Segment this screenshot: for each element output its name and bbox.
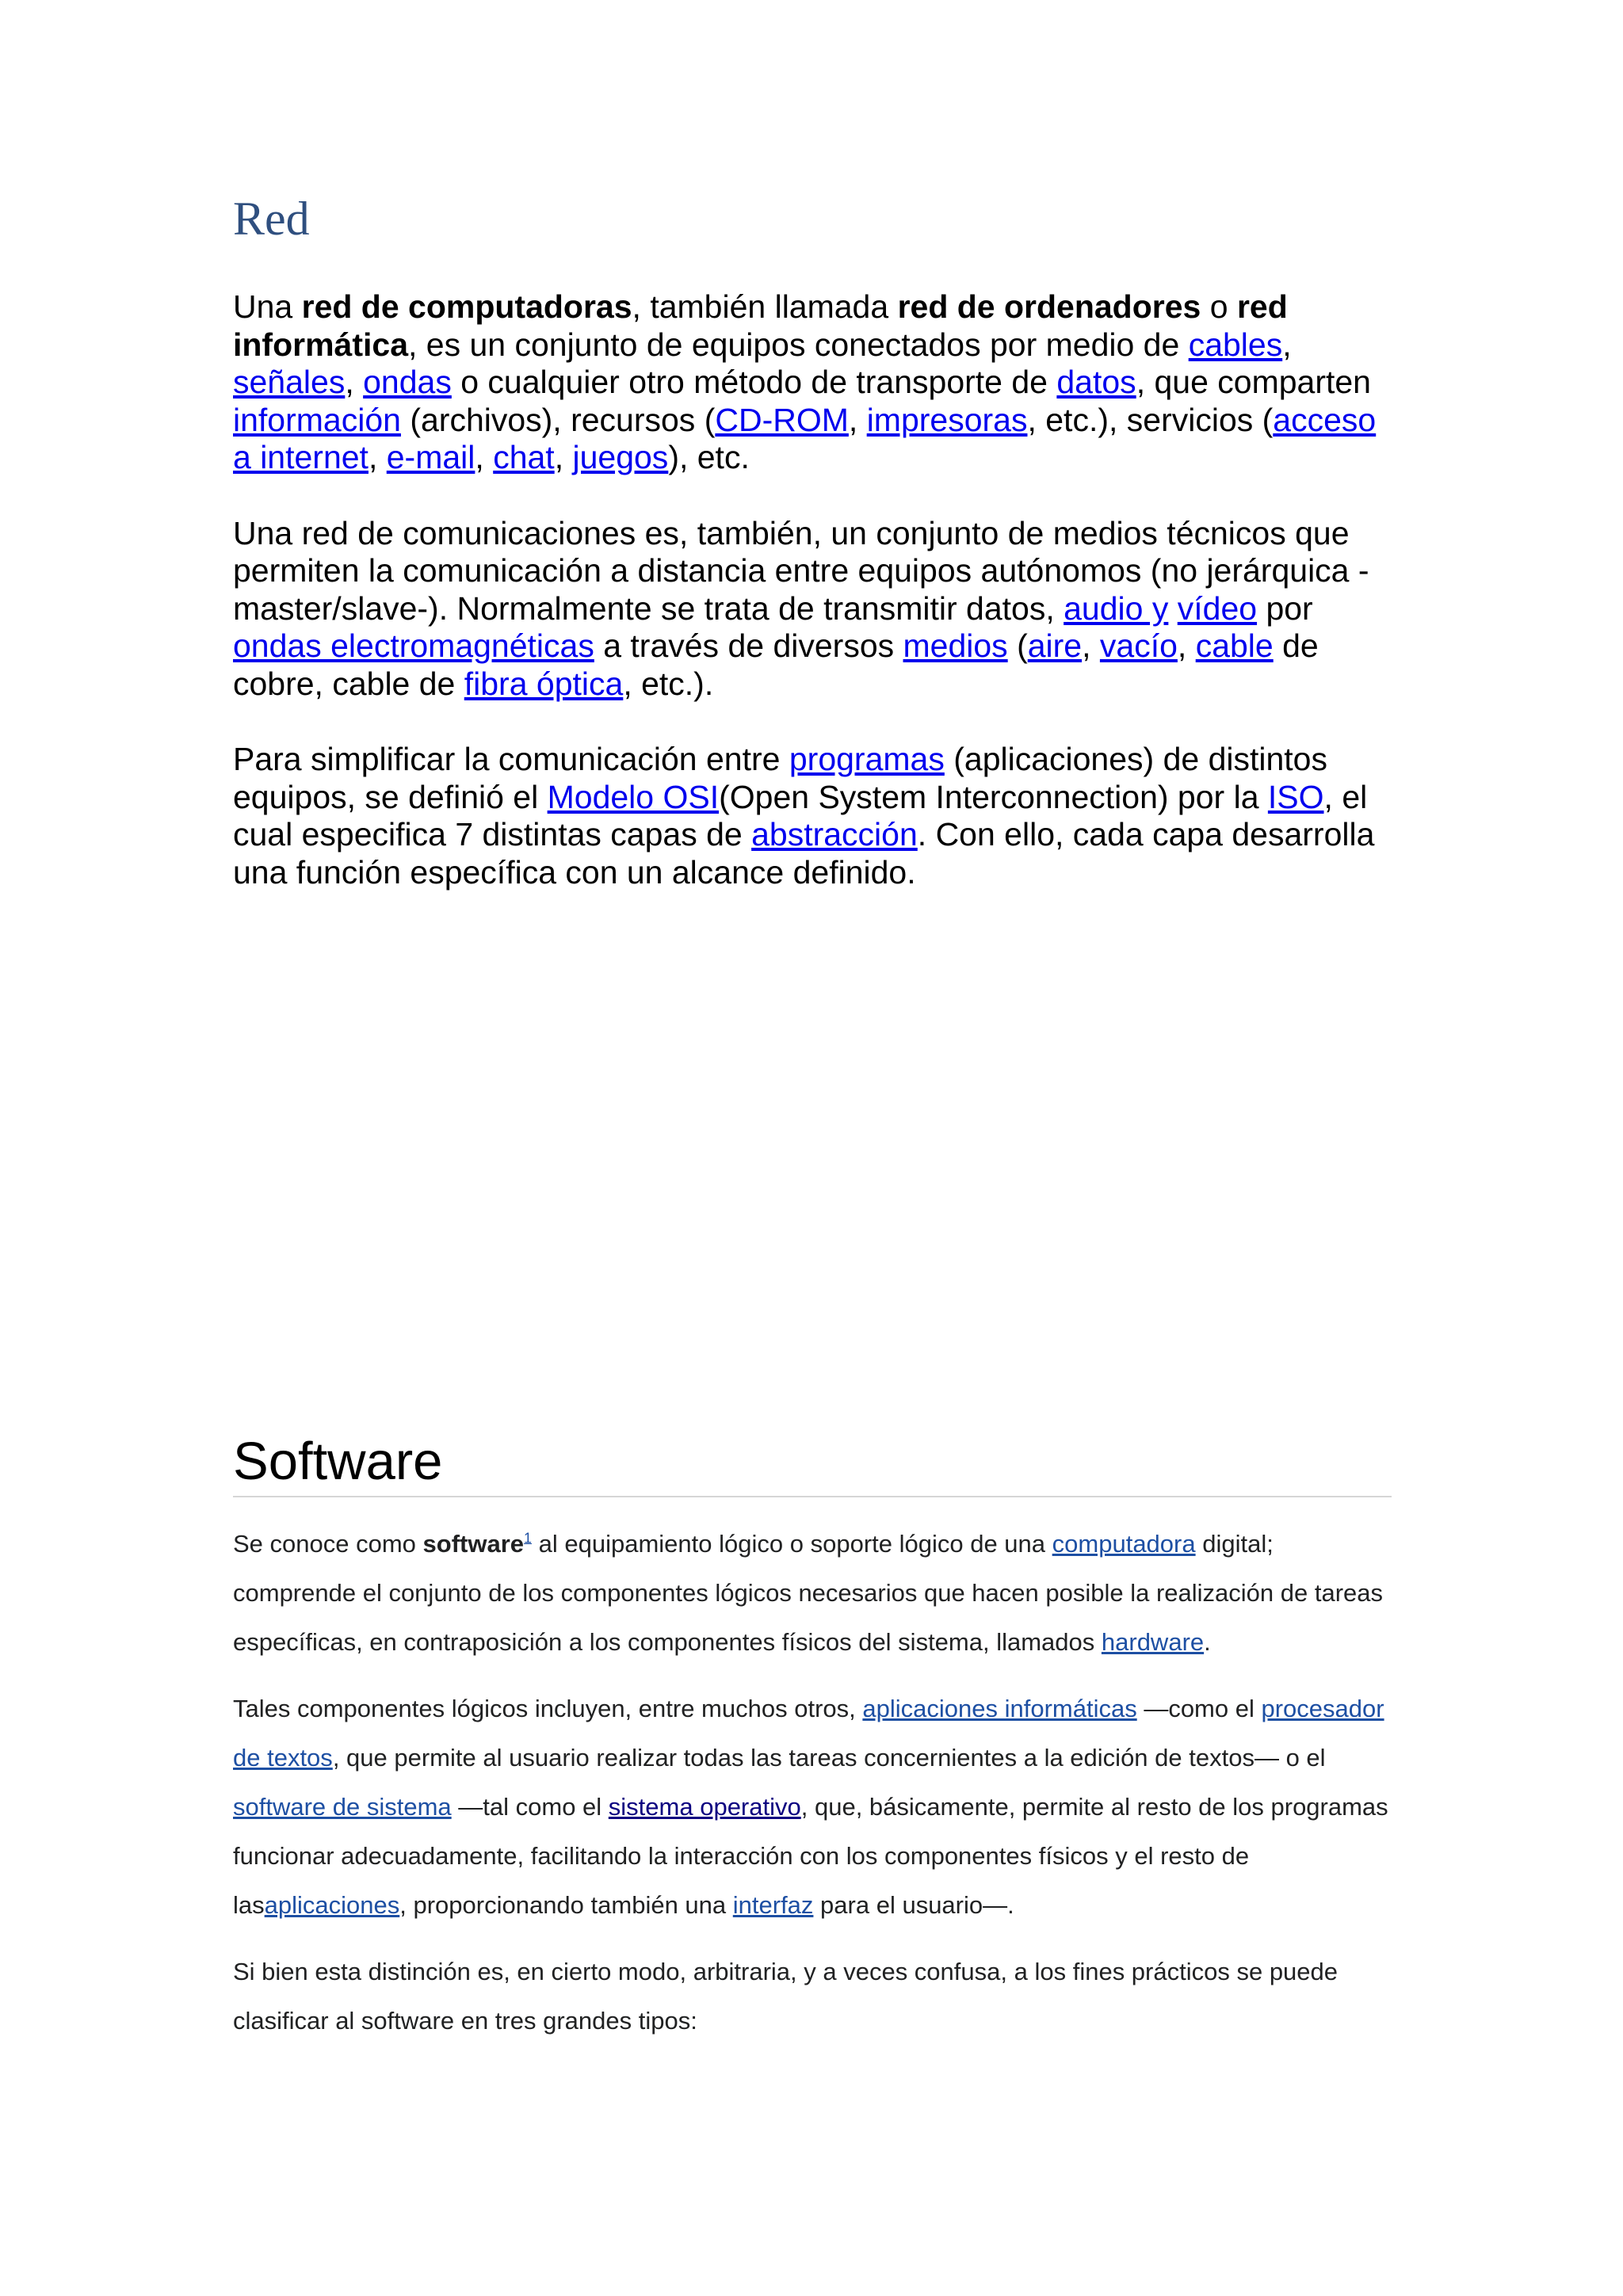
link-aire[interactable]: aire <box>1027 627 1083 664</box>
text: , etc.), servicios ( <box>1027 401 1274 438</box>
text: , <box>368 439 387 475</box>
link-interfaz[interactable]: interfaz <box>732 1890 814 1919</box>
text: . Con ello, cada capa desarrolla una función específica con un alcance definido. <box>233 816 1375 891</box>
text: , <box>345 364 364 400</box>
software-paragraph-3 <box>233 1947 1392 2046</box>
link-impresoras[interactable]: impresoras <box>866 401 1028 438</box>
link-aplicaciones-informaticas[interactable]: aplicaciones informáticas <box>862 1694 1137 1722</box>
text: por <box>1257 589 1313 627</box>
bold-term: red de ordenadores <box>897 288 1201 325</box>
text: , el cual especifica 7 distintas capas de <box>233 778 1368 852</box>
red-paragraph-1 <box>233 288 1398 477</box>
bold-term: software <box>422 1529 525 1558</box>
text: para el usuario—. <box>813 1890 1014 1919</box>
text: o cualquier otro método de transporte de <box>451 364 1057 400</box>
text: , que permite al usuario realizar todas las tareas concernientes a la edición de textos— o el <box>332 1743 1326 1772</box>
text <box>1168 590 1177 627</box>
text: , <box>554 439 573 475</box>
link-cd-rom[interactable]: CD-ROM <box>715 401 849 438</box>
link-acceso-internet[interactable]: acceso a internet <box>233 401 1377 475</box>
link-computadora[interactable]: computadora <box>1052 1529 1196 1558</box>
link-chat[interactable]: chat <box>493 439 555 475</box>
text: Se conoce como <box>233 1529 423 1558</box>
footnote-ref[interactable]: 1 <box>524 1530 533 1547</box>
text: al equipamiento lógico o soporte lógico de una <box>532 1529 1052 1558</box>
text: ( <box>1007 627 1028 664</box>
link-abstraccion[interactable]: abstracción <box>751 816 918 852</box>
text: . <box>1204 1627 1211 1656</box>
text: , <box>1282 326 1292 363</box>
text: , <box>848 401 867 438</box>
link-datos[interactable]: datos <box>1056 364 1136 400</box>
software-paragraph-1 <box>233 1520 1392 1667</box>
link-informacion[interactable]: información <box>233 401 401 438</box>
text: o <box>1201 288 1237 325</box>
software-heading: Software <box>233 1432 1392 1497</box>
link-cables[interactable]: cables <box>1188 326 1283 363</box>
text: Para simplificar la comunicación entre <box>233 741 789 777</box>
link-audio[interactable]: audio y <box>1064 589 1169 627</box>
text: a través de diversos <box>594 627 903 664</box>
text: Una red de comunicaciones es, también, un conjunto de medios técnicos que permiten la comunicación a distancia entre equipos autónomos (no jerárquica -master/slave-). Normalmente se trata de transmitir datos, <box>233 514 1369 627</box>
link-software-de-sistema[interactable]: software de sistema <box>233 1792 452 1821</box>
text: Si bien esta distinción es, en cierto modo, arbitraria, y a veces confusa, a los fines prácticos se puede clasificar al software en tres grandes tipos: <box>233 1957 1338 2035</box>
link-fibra-optica[interactable]: fibra óptica <box>464 665 624 702</box>
text: (Open System Interconnection) por la <box>719 778 1268 815</box>
text: (aplicaciones) de distintos equipos, se definió el <box>233 741 1327 815</box>
section-red <box>233 190 1398 929</box>
link-ondas[interactable]: ondas <box>363 364 452 400</box>
link-iso[interactable]: ISO <box>1267 778 1324 815</box>
text: , también llamada <box>632 288 898 325</box>
software-paragraph-2 <box>233 1684 1392 1930</box>
text: , <box>475 439 494 475</box>
link-juegos[interactable]: juegos <box>572 439 669 475</box>
text: —tal como el <box>451 1792 609 1821</box>
text: , <box>1177 627 1196 664</box>
text: , que comparten <box>1136 364 1371 400</box>
text: —como el <box>1136 1694 1262 1722</box>
text: (archivos), recursos ( <box>400 401 716 438</box>
link-procesador-de-textos[interactable]: procesador de textos <box>233 1694 1384 1772</box>
link-video[interactable]: vídeo <box>1177 589 1258 627</box>
link-hardware[interactable]: hardware <box>1101 1627 1205 1656</box>
text: digital; comprende el conjunto de los componentes lógicos necesarios que hacen posible la realización de tareas específicas, en contraposición a los componentes físicos del sistema, llamados <box>233 1529 1384 1656</box>
text: de cobre, cable de <box>233 627 1319 702</box>
link-modelo-osi[interactable]: Modelo OSI <box>547 778 720 815</box>
section-software <box>233 1432 1392 2063</box>
text: , que, básicamente, permite al resto de los programas funcionar adecuadamente, facilitando la interacción con los componentes físicos y el resto de las <box>233 1792 1388 1919</box>
link-cable[interactable]: cable <box>1195 627 1274 664</box>
link-medios[interactable]: medios <box>903 627 1008 664</box>
text: , es un conjunto de equipos conectados por medio de <box>408 326 1189 363</box>
link-ondas-electromagneticas[interactable]: ondas electromagnéticas <box>233 627 594 664</box>
red-paragraph-3 <box>233 741 1398 891</box>
link-aplicaciones[interactable]: aplicaciones <box>264 1890 400 1919</box>
text: Una <box>233 288 302 325</box>
text: Tales componentes lógicos incluyen, entre muchos otros, <box>233 1694 863 1722</box>
link-e-mail[interactable]: e-mail <box>386 439 475 475</box>
link-vacio[interactable]: vacío <box>1099 627 1178 664</box>
bold-term: red informática <box>233 288 1288 363</box>
text: , <box>1082 627 1100 664</box>
text: , etc.). <box>623 665 714 702</box>
text: , proporcionando también una <box>399 1890 733 1919</box>
bold-term: red de computadoras <box>301 288 632 325</box>
link-programas[interactable]: programas <box>789 741 945 777</box>
link-sistema-operativo[interactable]: sistema operativo <box>608 1792 801 1821</box>
text: ), etc. <box>668 439 750 475</box>
link-senales[interactable]: señales <box>233 364 346 400</box>
red-paragraph-2 <box>233 515 1398 704</box>
red-heading: Red <box>233 193 310 245</box>
